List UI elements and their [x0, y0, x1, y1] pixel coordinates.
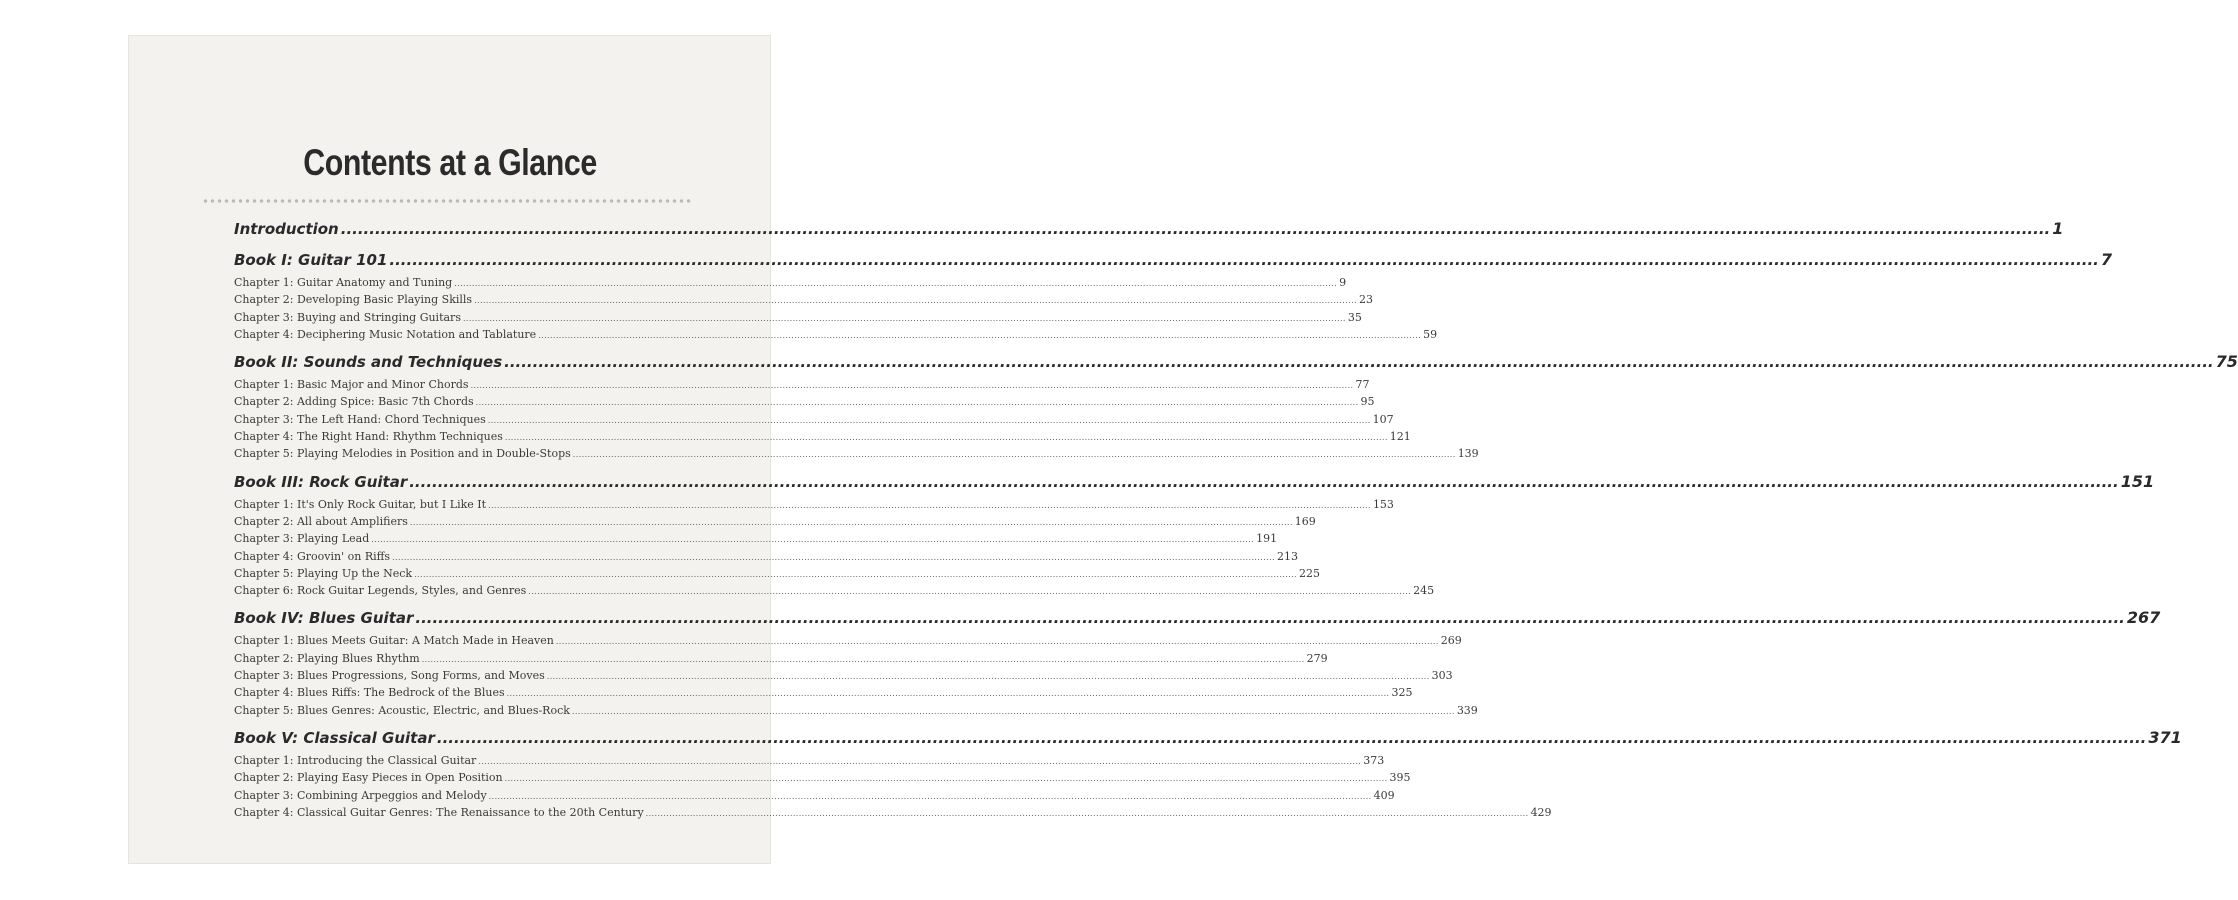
dot-leader: ............................................................................................................................................................................................................................................................................................................ [538, 330, 1422, 340]
toc-chapter-entry [234, 702, 1478, 719]
toc-chapter-title: Chapter 2: All about Amplifiers [234, 514, 408, 528]
table-of-contents [234, 219, 2238, 821]
dot-leader: ............................................................................................................................................................................................................................................................................................................ [462, 313, 1346, 323]
dot-leader: ............................................................................................................................................................................................................................................................................................................ [478, 756, 1362, 766]
toc-book-page-number: 7 [2100, 250, 2113, 269]
dot-leader: ............................................................................................................................................................................................................................................................................................................ [436, 728, 2147, 747]
toc-chapter-entry [234, 496, 1394, 513]
dot-leader: ............................................................................................................................................................................................................................................................................................................ [487, 415, 1371, 425]
toc-chapter-entry [234, 274, 1347, 291]
dot-leader: ............................................................................................................................................................................................................................................................................................................ [488, 500, 1371, 510]
toc-chapter-title: Chapter 5: Playing Melodies in Position and in Double-Stops [234, 447, 571, 461]
toc-chapter-entry [234, 513, 1316, 530]
dot-leader: ............................................................................................................................................................................................................................................................................................................ [571, 706, 1455, 716]
toc-chapter-entry [234, 752, 1385, 769]
toc-chapter-title: Chapter 1: It's Only Rock Guitar, but I Like It [234, 497, 487, 511]
toc-chapter-title: Chapter 3: The Left Hand: Chord Techniques [234, 412, 486, 426]
toc-chapter-page-number: 225 [1299, 566, 1320, 580]
toc-chapter-title: Chapter 3: Combining Arpeggios and Melody [234, 788, 487, 802]
dotted-divider [202, 198, 692, 204]
toc-chapter-page-number: 77 [1355, 378, 1370, 392]
toc-chapter-entry [234, 684, 1413, 701]
dot-leader: ............................................................................................................................................................................................................................................................................................................ [504, 433, 1388, 443]
toc-chapter-title: Chapter 1: Blues Meets Guitar: A Match Made in Heaven [234, 634, 554, 648]
dot-leader: ............................................................................................................................................................................................................................................................................................................ [555, 637, 1439, 647]
toc-book-page-number: 1 [2052, 219, 2064, 238]
dot-leader: ............................................................................................................................................................................................................................................................................................................ [645, 808, 1529, 818]
toc-book-page-number: 267 [2126, 608, 2161, 628]
toc-chapter-page-number: 213 [1276, 549, 1298, 563]
toc-chapter-page-number: 107 [1372, 412, 1394, 426]
dot-leader: ............................................................................................................................................................................................................................................................................................................ [392, 552, 1275, 562]
toc-chapter-title: Chapter 2: Playing Easy Pieces in Open Position [234, 771, 503, 785]
toc-book-entry [234, 352, 2238, 374]
dot-leader: ............................................................................................................................................................................................................................................................................................................ [572, 450, 1456, 460]
toc-chapter-entry [234, 667, 1453, 684]
toc-chapter-page-number: 395 [1389, 771, 1411, 785]
toc-chapter-page-number: 153 [1372, 497, 1394, 511]
dot-leader: ............................................................................................................................................................................................................................................................................................................ [528, 587, 1412, 597]
dot-leader: ............................................................................................................................................................................................................................................................................................................ [504, 353, 2214, 372]
toc-book-entry [234, 727, 2182, 750]
toc-book-page-number: 371 [2148, 727, 2182, 747]
toc-chapter-title: Chapter 4: Blues Riffs: The Bedrock of the Blues [234, 686, 505, 700]
chapter-list [234, 274, 1438, 343]
toc-chapter-title: Chapter 4: The Right Hand: Rhythm Techniques [234, 430, 503, 444]
toc-chapter-entry [234, 428, 1411, 445]
toc-chapter-entry [234, 582, 1435, 599]
toc-chapter-entry [234, 804, 1552, 821]
toc-chapter-entry [234, 291, 1373, 308]
dot-leader: ............................................................................................................................................................................................................................................................................................................ [421, 654, 1305, 664]
toc-chapter-page-number: 303 [1431, 669, 1453, 683]
toc-chapter-page-number: 9 [1339, 276, 1347, 289]
dot-leader: ............................................................................................................................................................................................................................................................................................................ [415, 609, 2125, 628]
toc-chapter-title: Chapter 3: Blues Progressions, Song Forms, and Moves [234, 669, 545, 683]
toc-book-title: Book V: Classical Guitar [234, 728, 435, 747]
toc-chapter-page-number: 23 [1358, 293, 1373, 307]
toc-book-title: Book II: Sounds and Techniques [234, 353, 503, 372]
toc-chapter-entry [234, 411, 1394, 428]
toc-book-title: Book I: Guitar 101 [234, 251, 388, 269]
toc-chapter-page-number: 325 [1391, 686, 1413, 700]
toc-chapter-page-number: 245 [1413, 584, 1435, 598]
toc-chapter-entry [234, 769, 1411, 786]
toc-chapter-page-number: 409 [1373, 788, 1395, 802]
toc-chapter-entry [234, 548, 1298, 565]
toc-book-entry [234, 471, 2155, 494]
dot-leader: ............................................................................................................................................................................................................................................................................................................ [504, 774, 1388, 784]
toc-chapter-entry [234, 650, 1328, 667]
toc-chapter-title: Chapter 1: Basic Major and Minor Chords [234, 378, 469, 392]
toc-chapter-page-number: 139 [1457, 447, 1479, 461]
toc-chapter-title: Chapter 4: Classical Guitar Genres: The Renaissance to the 20th Century [234, 805, 644, 819]
toc-chapter-page-number: 279 [1306, 651, 1328, 665]
toc-chapter-title: Chapter 1: Introducing the Classical Guitar [234, 753, 477, 767]
toc-chapter-page-number: 59 [1423, 327, 1438, 341]
dot-leader: ............................................................................................................................................................................................................................................................................................................ [340, 220, 2051, 238]
toc-chapter-entry [234, 376, 1370, 393]
toc-chapter-title: Chapter 5: Playing Up the Neck [234, 566, 413, 580]
toc-chapter-title: Chapter 2: Adding Spice: Basic 7th Chords [234, 395, 474, 409]
toc-chapter-entry [234, 445, 1479, 462]
toc-book-entry [234, 608, 2161, 630]
toc-chapter-entry [234, 393, 1375, 410]
chapter-list [234, 496, 1435, 600]
toc-chapter-title: Chapter 6: Rock Guitar Legends, Styles, and Genres [234, 584, 527, 598]
toc-chapter-page-number: 339 [1456, 703, 1478, 717]
toc-chapter-page-number: 121 [1389, 430, 1411, 444]
toc-chapter-title: Chapter 2: Developing Basic Playing Skills [234, 293, 473, 307]
dot-leader: ............................................................................................................................................................................................................................................................................................................ [506, 689, 1390, 699]
chapter-list [234, 632, 1478, 718]
toc-chapter-title: Chapter 4: Groovin' on Riffs [234, 549, 391, 563]
page-title: Contents at a Glance [303, 142, 597, 183]
toc-book-entry [234, 250, 2113, 272]
toc-book-page-number: 151 [2120, 471, 2155, 491]
toc-chapter-title: Chapter 3: Buying and Stringing Guitars [234, 310, 461, 324]
dot-leader: ............................................................................................................................................................................................................................................................................................................ [409, 472, 2119, 491]
toc-chapter-page-number: 429 [1530, 805, 1552, 819]
toc-chapter-page-number: 373 [1363, 753, 1385, 767]
toc-chapter-page-number: 169 [1294, 514, 1316, 528]
toc-chapter-title: Chapter 1: Guitar Anatomy and Tuning [234, 276, 453, 289]
dot-leader: ............................................................................................................................................................................................................................................................................................................ [475, 398, 1359, 408]
dot-leader: ............................................................................................................................................................................................................................................................................................................ [470, 381, 1354, 391]
dot-leader: ............................................................................................................................................................................................................................................................................................................ [389, 251, 2099, 269]
toc-book-page-number: 75 [2215, 352, 2238, 372]
toc-chapter-entry [234, 787, 1395, 804]
toc-book-entry [234, 219, 2064, 241]
toc-chapter-page-number: 35 [1347, 310, 1362, 324]
toc-chapter-entry [234, 326, 1438, 343]
toc-chapter-title: Chapter 2: Playing Blues Rhythm [234, 651, 420, 665]
chapter-list [234, 376, 1479, 462]
toc-book-title: Book IV: Blues Guitar [234, 609, 414, 628]
dot-leader: ............................................................................................................................................................................................................................................................................................................ [488, 791, 1372, 801]
toc-chapter-page-number: 191 [1256, 532, 1278, 546]
toc-chapter-entry [234, 530, 1278, 547]
dot-leader: ............................................................................................................................................................................................................................................................................................................ [409, 517, 1293, 527]
toc-chapter-page-number: 269 [1440, 634, 1462, 648]
dot-leader: ............................................................................................................................................................................................................................................................................................................ [474, 296, 1357, 306]
toc-chapter-page-number: 95 [1360, 395, 1375, 409]
toc-chapter-entry [234, 309, 1362, 326]
toc-chapter-entry [234, 565, 1320, 582]
toc-chapter-title: Chapter 4: Deciphering Music Notation and Tablature [234, 327, 537, 341]
chapter-list [234, 752, 1552, 821]
toc-book-title: Book III: Rock Guitar [234, 472, 408, 491]
toc-book-title: Introduction [234, 220, 339, 238]
toc-chapter-entry [234, 632, 1462, 649]
toc-chapter-title: Chapter 3: Playing Lead [234, 532, 370, 546]
dot-leader: ............................................................................................................................................................................................................................................................................................................ [454, 279, 1338, 288]
dot-leader: ............................................................................................................................................................................................................................................................................................................ [414, 569, 1297, 579]
dot-leader: ............................................................................................................................................................................................................................................................................................................ [546, 672, 1430, 682]
dot-leader: ............................................................................................................................................................................................................................................................................................................ [371, 535, 1255, 545]
toc-chapter-title: Chapter 5: Blues Genres: Acoustic, Electric, and Blues-Rock [234, 703, 570, 717]
